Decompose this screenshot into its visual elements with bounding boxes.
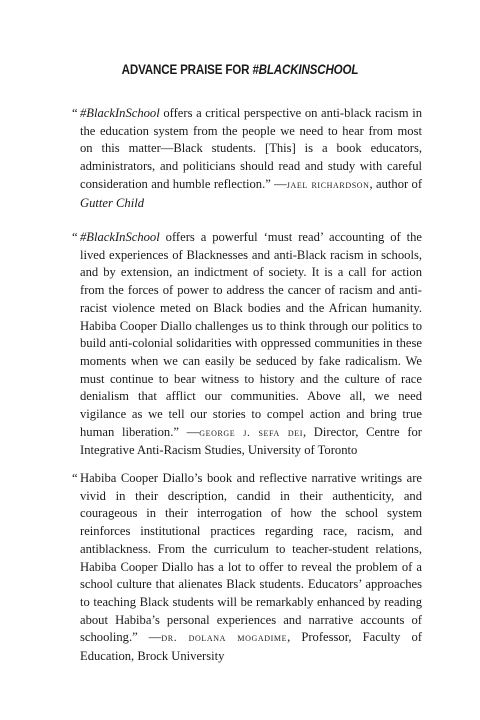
open-quote: “ (72, 106, 78, 120)
open-quote: “ (72, 471, 78, 485)
blurb-author: dr. dolana mogadime (161, 632, 288, 645)
page-heading (34, 62, 447, 77)
open-quote: “ (72, 230, 78, 244)
praise-blurb-richardson (72, 105, 423, 212)
blurb-author: jael richardson (286, 178, 370, 191)
blurb-author: george j. sefa dei (199, 426, 303, 439)
heading-prefix: ADVANCE PRAISE FOR (121, 62, 253, 77)
blurb-affiliation: , author of (369, 176, 423, 191)
book-title: #BlackInSchool (80, 106, 160, 120)
referenced-book-title: Gutter Child (80, 195, 145, 210)
blurb-affiliation: , Professor, Faculty of Education, Brock University (80, 630, 422, 664)
blurb-text: Habiba Cooper Diallo’s book and reflective narrative writings are vivid in their description, candid in their authenticity, and courageous in their interrogation of how the school system reinforces institutional practices regarding race, racism, and antiblackness. From the curriculum to teacher-student relations, Habiba Cooper Diallo has a lot to offer to reveal the problem of a school culture that alienates Black students. Educators’ approaches to teaching Black students will be remarkably enhanced by reading about Habiba’s personal experiences and narrative accounts of schooling.” — (80, 471, 422, 645)
heading-hashtag: #BLACKINSCHOOL (252, 62, 359, 77)
blurb-text: offers a critical perspective on anti-black racism in the education system from the people we need to hear from most on this matter—Black students. [This] is a book educators, administrators, and politicians should read and study with careful consideration and humble reflection.” — (80, 106, 422, 191)
praise-blurb-mogadime (72, 470, 422, 666)
praise-blurb-dei (72, 229, 422, 460)
book-title: #BlackInSchool (80, 230, 160, 244)
blurb-text: offers a powerful ‘must read’ accounting of the lived experiences of Blacknesses and anti-Black racism in schools, and by extension, an indictment of society. It is a call for action from the forces of power to address the cancer of racism and anti-racist violence meted on Black bodies and the African humanity. Habiba Cooper Diallo challenges us to think through our politics to build anti-colonial solidarities with oppressed communities in these moments when we can easily be seduced by fake radicalism. We must continue to bear witness to history and the culture of race denialism that afflict our communities. Above all, we need vigilance as we tell our stories to compel action and bring true human liberation.” — (80, 230, 422, 439)
blurb-affiliation: , Director, Centre for Integrative Anti-Racism Studies, University of Toronto (80, 424, 422, 458)
